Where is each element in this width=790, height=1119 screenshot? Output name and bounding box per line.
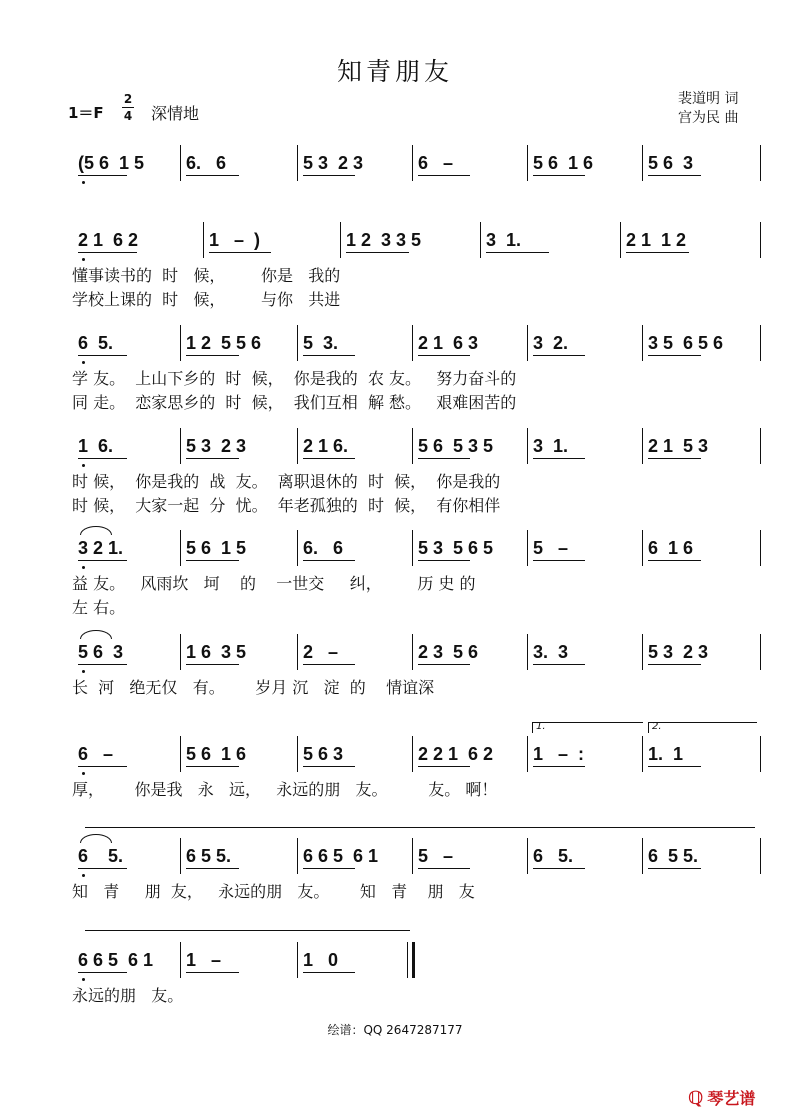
bar-line	[297, 942, 298, 978]
lyric-line-1: 时 候， 你是我的 战 友。 离职退休的 时 候， 你是我的	[72, 472, 501, 491]
beam-line	[78, 560, 127, 561]
beam-line	[186, 355, 239, 356]
bar-line	[527, 428, 528, 464]
bar-line	[412, 942, 415, 978]
bar-line	[527, 634, 528, 670]
bar-line	[480, 222, 481, 258]
note-measure: 5 3 2 3	[648, 642, 709, 662]
beam-line	[303, 355, 355, 356]
beam-line	[648, 664, 701, 665]
note-measure: 2 1 6.	[303, 436, 349, 456]
note-measure: 6 5 5.	[186, 846, 232, 866]
beam-line	[209, 252, 271, 253]
composer-credit: 宫为民 曲	[678, 110, 739, 126]
note-measure: (5 6 1 5	[78, 153, 145, 173]
lyric-line-2: 时 候， 大家一起 分 忧。 年老孤独的 时 候， 有你相伴	[72, 496, 501, 515]
lyricist-credit: 裴道明 词	[678, 91, 739, 107]
beam-line	[648, 175, 701, 176]
bar-line	[642, 428, 643, 464]
beam-line	[78, 868, 127, 869]
note-measure: 1 – :	[533, 744, 585, 764]
beam-line	[186, 560, 239, 561]
bar-line	[297, 634, 298, 670]
note-measure: 1 0	[303, 950, 339, 970]
beam-line	[648, 766, 701, 767]
lyric-line-1: 益 友。 风雨坎 坷 的 一世交 纠， 历 史 的	[72, 574, 476, 593]
beam-line	[648, 560, 701, 561]
page-title: 知青朋友	[336, 57, 453, 86]
long-tie-line	[85, 827, 755, 828]
note-measure: 5 3 2 3	[186, 436, 247, 456]
bar-line	[760, 736, 761, 772]
bar-line	[412, 838, 413, 874]
note-measure: 6 5.	[78, 846, 124, 866]
note-measure: 2 –	[303, 642, 339, 662]
lyric-line-1: 懂事读书的 时 候， 你是 我的	[72, 266, 341, 285]
note-measure: 2 1 6 3	[418, 333, 479, 353]
bar-line	[297, 838, 298, 874]
bar-line	[527, 838, 528, 874]
bar-line	[180, 428, 181, 464]
note-measure: 1 – )	[209, 230, 261, 250]
bar-line	[180, 634, 181, 670]
beam-line	[418, 868, 470, 869]
note-measure: 3 1.	[533, 436, 569, 456]
bar-line	[412, 634, 413, 670]
beam-line	[533, 175, 585, 176]
bar-line	[760, 634, 761, 670]
time-signature-top: 2	[123, 92, 133, 106]
note-measure: 6 5 5.	[648, 846, 699, 866]
bar-line	[180, 838, 181, 874]
octave-dot	[82, 258, 85, 261]
note-measure: 6 6 5 6 1	[303, 846, 379, 866]
bar-line	[642, 530, 643, 566]
beam-line	[186, 458, 239, 459]
lyric-line-2: 左 右。	[72, 598, 126, 617]
beam-line	[78, 664, 127, 665]
note-measure: 5 6 3	[78, 642, 124, 662]
lyric-line-1: 永远的朋 友。	[72, 986, 184, 1005]
logo-text: 琴艺谱	[707, 1089, 756, 1108]
beam-line	[533, 766, 585, 767]
note-measure: 1 6.	[78, 436, 114, 456]
note-measure: 6 –	[418, 153, 454, 173]
score-row	[0, 222, 790, 342]
bar-line	[412, 145, 413, 181]
beam-line	[186, 175, 239, 176]
beam-line	[418, 355, 470, 356]
beam-line	[533, 355, 585, 356]
beam-line	[533, 664, 585, 665]
bar-line	[180, 736, 181, 772]
note-measure: 5 6 1 6	[186, 744, 247, 764]
octave-dot	[82, 874, 85, 877]
note-measure: 1. 1	[648, 744, 684, 764]
bar-line	[642, 145, 643, 181]
volta-bracket-2	[648, 722, 757, 733]
octave-dot	[82, 566, 85, 569]
lyric-line-1: 长 河 绝无仅 有。 岁月 沉 淀 的 情谊深	[72, 678, 435, 697]
beam-line	[78, 458, 127, 459]
time-signature	[122, 92, 134, 123]
bar-line	[760, 530, 761, 566]
note-measure: 1 2 5 5 6	[186, 333, 262, 353]
note-measure: 6 5.	[533, 846, 574, 866]
bar-line	[412, 325, 413, 361]
note-measure: 6 1 6	[648, 538, 694, 558]
bar-line	[340, 222, 341, 258]
volta-label-1: 1.	[536, 721, 546, 732]
beam-line	[186, 868, 239, 869]
long-tie-line	[85, 930, 410, 931]
note-measure: 2 2 1 6 2	[418, 744, 494, 764]
beam-line	[533, 868, 585, 869]
bar-line	[203, 222, 204, 258]
bar-line	[297, 736, 298, 772]
note-measure: 5 –	[418, 846, 454, 866]
note-measure: 5 6 1 6	[533, 153, 594, 173]
bar-line	[527, 530, 528, 566]
octave-dot	[82, 772, 85, 775]
beam-line	[418, 458, 470, 459]
beam-line	[533, 458, 585, 459]
volta-bracket-1	[532, 722, 643, 733]
note-measure: 1 –	[186, 950, 222, 970]
beam-line	[648, 868, 701, 869]
note-measure: 5 6 3	[648, 153, 694, 173]
bar-line	[642, 736, 643, 772]
note-measure: 6. 6	[186, 153, 227, 173]
beam-line	[418, 664, 470, 665]
note-measure: 1 6 3 5	[186, 642, 247, 662]
bar-line	[527, 145, 528, 181]
beam-line	[486, 252, 549, 253]
beam-line	[78, 766, 127, 767]
note-measure: 2 3 5 6	[418, 642, 479, 662]
octave-dot	[82, 361, 85, 364]
key-signature: 1＝F	[68, 104, 104, 122]
beam-line	[303, 175, 355, 176]
note-measure: 3. 3	[533, 642, 569, 662]
bar-line	[760, 838, 761, 874]
bar-line	[180, 942, 181, 978]
beam-line	[78, 355, 127, 356]
lyric-line-1: 厚， 你是我 永 远， 永远的朋 友。 友。 啊！	[72, 780, 498, 799]
note-measure: 6 6 5 6 1	[78, 950, 154, 970]
note-measure: 3 2 1.	[78, 538, 124, 558]
beam-line	[303, 972, 355, 973]
note-measure: 5 6 3	[303, 744, 344, 764]
beam-line	[78, 252, 137, 253]
beam-line	[626, 252, 689, 253]
bar-line	[297, 428, 298, 464]
beam-line	[418, 560, 470, 561]
beam-line	[78, 972, 127, 973]
beam-line	[303, 560, 355, 561]
bar-line	[642, 634, 643, 670]
beam-line	[346, 252, 409, 253]
bar-line	[527, 325, 528, 361]
octave-dot	[82, 181, 85, 184]
note-measure: 5 3 2 3	[303, 153, 364, 173]
beam-line	[418, 175, 470, 176]
bar-line	[180, 325, 181, 361]
lyric-line-2: 同 走。 恋家思乡的 时 候， 我们互相 解 愁。 艰难困苦的	[72, 393, 517, 412]
beam-line	[303, 868, 355, 869]
score-row	[0, 942, 790, 1062]
beam-line	[303, 664, 355, 665]
beam-line	[186, 972, 239, 973]
note-measure: 5 3.	[303, 333, 339, 353]
beam-line	[648, 458, 701, 459]
bar-line	[412, 428, 413, 464]
score-row	[0, 530, 790, 650]
note-measure: 3 1.	[486, 230, 522, 250]
time-signature-bottom: 4	[123, 109, 133, 123]
score-row	[0, 325, 790, 445]
beam-line	[78, 175, 127, 176]
beam-line	[533, 560, 585, 561]
bar-line	[180, 145, 181, 181]
bar-line	[760, 222, 761, 258]
note-measure: 3 2.	[533, 333, 569, 353]
note-measure: 5 3 5 6 5	[418, 538, 494, 558]
note-measure: 2 1 5 3	[648, 436, 709, 456]
bar-line	[642, 325, 643, 361]
lyric-line-1: 知 青 朋 友， 永远的朋 友。 知 青 朋 友	[72, 882, 475, 901]
tempo-marking: 深情地	[151, 104, 200, 123]
bar-line	[760, 325, 761, 361]
note-measure: 5 6 1 5	[186, 538, 247, 558]
bar-line	[527, 736, 528, 772]
bar-line	[412, 736, 413, 772]
beam-line	[303, 766, 355, 767]
beam-line	[186, 664, 239, 665]
site-logo	[688, 1086, 755, 1109]
bar-line	[297, 145, 298, 181]
time-signature-line	[122, 107, 134, 108]
transcriber-credit: 绘谱：QQ 2647287177	[327, 1023, 463, 1037]
note-measure: 6 5.	[78, 333, 114, 353]
note-measure: 6. 6	[303, 538, 344, 558]
bar-line	[642, 838, 643, 874]
lyric-line-1: 学 友。 上山下乡的 时 候， 你是我的 农 友。 努力奋斗的	[72, 369, 517, 388]
octave-dot	[82, 978, 85, 981]
note-measure: 2 1 6 2	[78, 230, 139, 250]
note-measure: 6 –	[78, 744, 114, 764]
octave-dot	[82, 670, 85, 673]
final-bar-line	[407, 942, 408, 978]
lyric-line-2: 学校上课的 时 候， 与你 共进	[72, 290, 341, 309]
bar-line	[297, 530, 298, 566]
note-measure: 2 1 1 2	[626, 230, 687, 250]
bar-line	[297, 325, 298, 361]
note-measure: 5 6 5 3 5	[418, 436, 494, 456]
beam-line	[303, 458, 355, 459]
octave-dot	[82, 464, 85, 467]
beam-line	[648, 355, 701, 356]
note-measure: 1 2 3 3 5	[346, 230, 422, 250]
bar-line	[760, 145, 761, 181]
note-measure: 3 5 6 5 6	[648, 333, 724, 353]
note-measure: 5 –	[533, 538, 569, 558]
bar-line	[620, 222, 621, 258]
beam-line	[418, 766, 470, 767]
volta-label-2: 2.	[652, 721, 662, 732]
bar-line	[760, 428, 761, 464]
bar-line	[412, 530, 413, 566]
score-row	[0, 838, 790, 958]
beam-line	[186, 766, 239, 767]
bar-line	[180, 530, 181, 566]
logo-icon: ℚ	[688, 1088, 704, 1109]
